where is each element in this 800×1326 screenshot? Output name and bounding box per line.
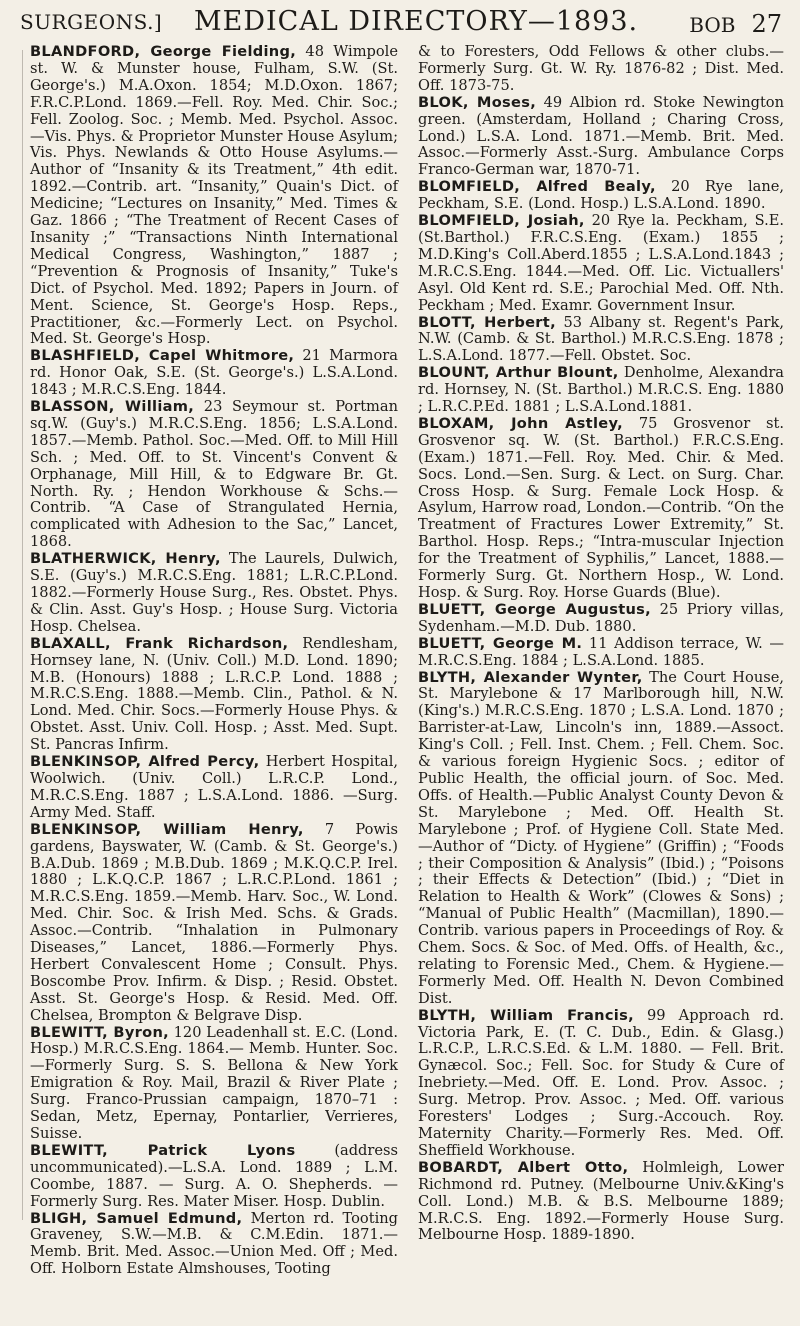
directory-entry (418, 1160, 784, 1245)
entry-name: BLEWITT, Patrick Lyons (30, 1141, 296, 1159)
directory-entry (418, 179, 784, 213)
entry-text: 20 Rye la. Peckham, S.E. (St.Barthol.) F.R.C.S.Eng. (Exam.) 1855 ; M.D.King's Coll.Aberd.1855 ; L.S.A.Lond.1843 ; M.R.C.S.Eng. 1844.—Med. Off. Lic. Victuallers' Asyl. Old Kent rd. S.E.; Parochial Med. Off. Nth. Peckham ; Med. Examr. Government Insur. (418, 212, 784, 314)
entry-text: 75 Grosvenor st. Grosvenor sq. W. (St. Barthol.) F.R.C.S.Eng. (Exam.) 1871.—Fell. Roy. Med. Chir. & Med. Socs. Lond.—Sen. Surg. & Lect. on Surg. Char. Cross Hosp. & Surg. Female Lock Hosp. & Asylum, Harrow road, London.—Contrib. “On the Treatment of Fractures Lower Extremity,” St. Barthol. Hosp. Reps.; “Intra-muscular Injection for the Treatment of Syphilis,” Lancet, 1888.—Formerly Surg. Gt. Northern Hosp., W. Lond. Hosp. & Surg. Roy. Horse Guards (Blue). (418, 414, 785, 601)
directory-entry (30, 399, 398, 551)
margin-line (22, 50, 23, 1220)
directory-entry (30, 636, 398, 754)
entry-name: BLASHFIELD, Capel Whitmore, (30, 347, 295, 365)
directory-entry (418, 44, 784, 95)
entry-name: BLOUNT, Arthur Blount, (418, 364, 619, 382)
entry-text: 7 Powis gardens, Bayswater, W. (Camb. & St. George's.) B.A.Dub. 1869 ; M.B.Dub. 1869 ; M.K.Q.C.P. Irel. 1880 ; L.K.Q.C.P. 1867 ; L.R.C.P.Lond. 1861 ; M.R.C.S.Eng. 1859.—Memb. Harv. Soc., W. Lond. Med. Chir. Soc. & Irish Med. Schs. & Grads. Assoc.—Contrib. “Inhalation in Pulmonary Diseases,” Lancet, 1886.—Formerly Phys. Herbert Convalescent Home ; Consult. Phys. Boscombe Prov. Infirm. & Disp. ; Resid. Obstet. Asst. St. George's Hosp. & Resid. Med. Off. Chelsea, Brompton & Belgrave Disp. (30, 820, 398, 1024)
directory-entry (30, 1143, 398, 1211)
directory-entry (30, 1025, 398, 1143)
entry-name: BLOK, Moses, (418, 93, 537, 111)
directory-entry (418, 95, 784, 180)
entry-text: 120 Leadenhall st. E.C. (Lond. Hosp.) M.R.C.S.Eng. 1864.— Memb. Hunter. Soc.—Formerly Surg. S. S. Bellona & New York Emigration & Roy. Mail, Brazil & River Plate ; Surg. Franco-Prussian campaign, 1870–71 : Sedan, Metz, Epernay, Pontarlier, Verrieres, Suisse. (30, 1023, 399, 1142)
directory-entry (30, 1211, 398, 1279)
entry-name: BLATHERWICK, Henry, (30, 550, 221, 568)
entry-text: 48 Wimpole st. W. & Munster house, Fulham, S.W. (St. George's.) M.A.Oxon. 1854; M.D.Oxon. 1867; F.R.C.P.Lond. 1869.—Fell. Roy. Med. Chir. Soc.; Fell. Zoolog. Soc. ; Memb. Med. Psychol. Assoc. —Vis. Phys. & Proprietor Munster House Asylum; Vis. Phys. Newlands & Otto House Asylums.— Author of “Insanity & its Treatment,” 4th edit. 1892.—Contrib. art. “Insanity,” Quain's Dict. of Medicine; “Lectures on Insanity,” Med. Times & Gaz. 1866 ; “The Treatment of Recent Cases of Insanity ;” “Transactions Ninth International Medical Congress, Washington,” 1887 ; “Prevention & Prognosis of Insanity,” Tuke's Dict. of Psychol. Med. 1892; Papers in Journ. of Ment. Science, St. George's Hosp. Reps., Practitioner, &c.—Formerly Lect. on Psychol. Med. St. George's Hosp. (30, 43, 398, 348)
directory-entry (30, 348, 398, 399)
entry-text: Rendlesham, Hornsey lane, N. (Univ. Coll.) M.D. Lond. 1890; M.B. (Honours) 1888 ; L.R.C.P. Lond. 1888 ; M.R.C.S.Eng. 1888.—Memb. Clin., Pathol. & N. Lond. Med. Chir. Socs.—Formerly House Phys. & Obstet. Asst. Univ. Coll. Hosp. ; Asst. Med. Supt. St. Pancras Infirm. (30, 634, 398, 754)
entry-name: BLANDFORD, George Fielding, (30, 43, 297, 60)
directory-entry (418, 213, 784, 314)
entry-name: BLYTH, William Francis, (418, 1006, 634, 1024)
page-range (689, 10, 782, 38)
entry-text: Holmleigh, Lower Richmond rd. Putney. (Melbourne Univ.&King's Coll. Lond.) M.B. & B.S. Melbourne 1889; M.R.C.S. Eng. 1892.—Formerly House Surg. Melbourne Hosp. 1889-1890. (418, 1158, 784, 1244)
directory-entry (418, 315, 784, 366)
entry-name: BLIGH, Samuel Edmund, (30, 1209, 243, 1227)
entry-text: Denholme, Alexandra rd. Hornsey, N. (St. Barthol.) M.R.C.S. Eng. 1880 ; L.R.C.P.Ed. 1881 ; L.S.A.Lond.1881. (418, 364, 784, 416)
directory-entry (418, 365, 784, 416)
entry-name: BLASSON, William, (30, 398, 195, 416)
entry-text: The Court House, St. Marylebone & 17 Marlborough hill, N.W. (King's.) M.R.C.S.Eng. 1870 ; L.S.A. Lond. 1870 ; Barrister-at-Law, Lincoln's inn, 1889.—Assoct. King's Coll. ; Fell. Inst. Chem. ; Fell. Chem. Soc. & various foreign Hygienic Socs. ; editor of Public Health, the official journ. of Soc. Med. Offs. of Health.—Public Analyst County Devon & St. Marylebone ; Med. Off. Health St. Marylebone ; Prof. of Hygiene Coll. State Med. —Author of “Dicty. of Hygiene” (Griffin) ; “Foods ; their Composition & Analysis” (Ibid.) ; “Poisons ; their Effects & Detection” (Ibid.) ; “Diet in Relation to Health & Work” (Clowes & Sons) ; “Manual of Public Health” (Macmillan), 1890.—Contrib. various papers in Proceedings of Roy. & Chem. Socs. & Soc. of Med. Offs. of Health, &c., relating to Forensic Med., Chem. & Hygiene.—Formerly Med. Off. Health N. Devon Combined Dist. (418, 668, 784, 1007)
entry-text: 11 Addison terrace, W. —M.R.C.S.Eng. 1884 ; L.S.A.Lond. 1885. (418, 634, 784, 669)
entry-name: BLUETT, George M. (418, 634, 583, 652)
right-column (418, 44, 784, 1244)
entry-text: 99 Approach rd. Victoria Park, E. (T. C. Dub., Edin. & Glasg.) L.R.C.P., L.R.C.S.Ed. & L.M. 1880. — Fell. Brit. Gynæcol. Soc.; Fell. Soc. for Study & Cure of Inebriety.—Med. Off. E. Lond. Prov. Assoc. ; Surg. Metrop. Prov. Assoc. ; Med. Off. various Foresters' Lodges ; Surg.-Accouch. Roy. Maternity Charity.—Formerly Res. Med. Off. Sheffield Workhouse. (418, 1006, 784, 1159)
directory-entry (418, 1008, 784, 1160)
directory-entry (418, 636, 784, 670)
directory-entry (30, 822, 398, 1025)
entry-name: BLEWITT, Byron, (30, 1023, 169, 1041)
entry-text: (address uncommunicated).—L.S.A. Lond. 1889 ; L.M. Coombe, 1887. — Surg. A. O. Shepherds. — Formerly Surg. Res. Mater Miser. Hosp. Dublin. (30, 1141, 398, 1210)
entry-name: BLENKINSOP, Alfred Percy, (30, 753, 260, 771)
page-title: MEDICAL DIRECTORY—1893. (194, 6, 639, 37)
entry-name: BLOXAM, John Astley, (418, 414, 623, 432)
entry-text: The Laurels, Dulwich, S.E. (Guy's.) M.R.C.S.Eng. 1881; L.R.C.P.Lond. 1882.—Formerly House Surg., Res. Obstet. Phys. & Clin. Asst. Guy's Hosp. ; House Surg. Victoria Hosp. Chelsea. (30, 550, 399, 635)
entry-text: 25 Priory villas, Sydenham.—M.D. Dub. 1880. (418, 600, 784, 635)
entry-text: 49 Albion rd. Stoke Newington green. (Amsterdam, Holland ; Charing Cross, Lond.) L.S.A. Lond. 1871.—Memb. Brit. Med. Assoc.—Formerly Asst.-Surg. Ambulance Corps Franco-German war, 1870-71. (418, 93, 784, 179)
entry-text: 21 Marmora rd. Honor Oak, S.E. (St. George's.) L.S.A.Lond. 1843 ; M.R.C.S.Eng. 1844. (30, 347, 398, 399)
entry-text: 23 Seymour st. Portman sq.W. (Guy's.) M.R.C.S.Eng. 1856; L.S.A.Lond. 1857.—Memb. Pathol. Soc.—Med. Off. to Mill Hill Sch. ; Med. Off. to St. Vincent's Convent & Orphanage, Mill Hill, & to Edgware Br. Gt. North. Ry. ; Hendon Workhouse & Schs.—Contrib. “A Case of Strangulated Hernia, complicated with Adhesion to the Sac,” Lancet, 1868. (30, 398, 398, 551)
entry-name: BLUETT, George Augustus, (418, 600, 651, 618)
directory-entry (30, 754, 398, 822)
range-label: BOB (689, 13, 736, 37)
entry-text: Herbert Hospital, Woolwich. (Univ. Coll.) L.R.C.P. Lond., M.R.C.S.Eng. 1887 ; L.S.A.Lond. 1886. —Surg. Army Med. Staff. (30, 753, 398, 821)
directory-entry (30, 44, 398, 348)
entry-text: 20 Rye lane, Peckham, S.E. (Lond. Hosp.) L.S.A.Lond. 1890. (418, 178, 784, 213)
directory-entry (418, 416, 784, 602)
directory-entry (418, 670, 784, 1008)
entry-name: BOBARDT, Albert Otto, (418, 1158, 629, 1176)
entry-name: BLOMFIELD, Alfred Bealy, (418, 178, 656, 196)
entry-name: BLOMFIELD, Josiah, (418, 212, 585, 230)
entry-text: & to Foresters, Odd Fellows & other clubs.— Formerly Surg. Gt. W. Ry. 1876-82 ; Dist. Med. Off. 1873-75. (418, 43, 784, 94)
entry-name: BLENKINSOP, William Henry, (30, 820, 304, 838)
entry-name: BLOTT, Herbert, (418, 313, 556, 331)
directory-entry (418, 602, 784, 636)
entry-name: BLAXALL, Frank Richardson, (30, 634, 289, 652)
left-column (30, 44, 398, 1278)
page-number: 27 (751, 10, 782, 38)
entry-name: BLYTH, Alexander Wynter, (418, 668, 643, 686)
directory-entry (30, 551, 398, 636)
section-label: SURGEONS.] (20, 10, 163, 34)
page-header (20, 2, 782, 42)
entry-text: Merton rd. Tooting Graveney, S.W.—M.B. & C.M.Edin. 1871.— Memb. Brit. Med. Assoc.—Union Med. Off ; Med. Off. Holborn Estate Almshouses, Tooting (30, 1209, 398, 1278)
entry-text: 53 Albany st. Regent's Park, N.W. (Camb. & St. Barthol.) M.R.C.S.Eng. 1878 ; L.S.A.Lond. 1877.—Fell. Obstet. Soc. (418, 313, 785, 365)
